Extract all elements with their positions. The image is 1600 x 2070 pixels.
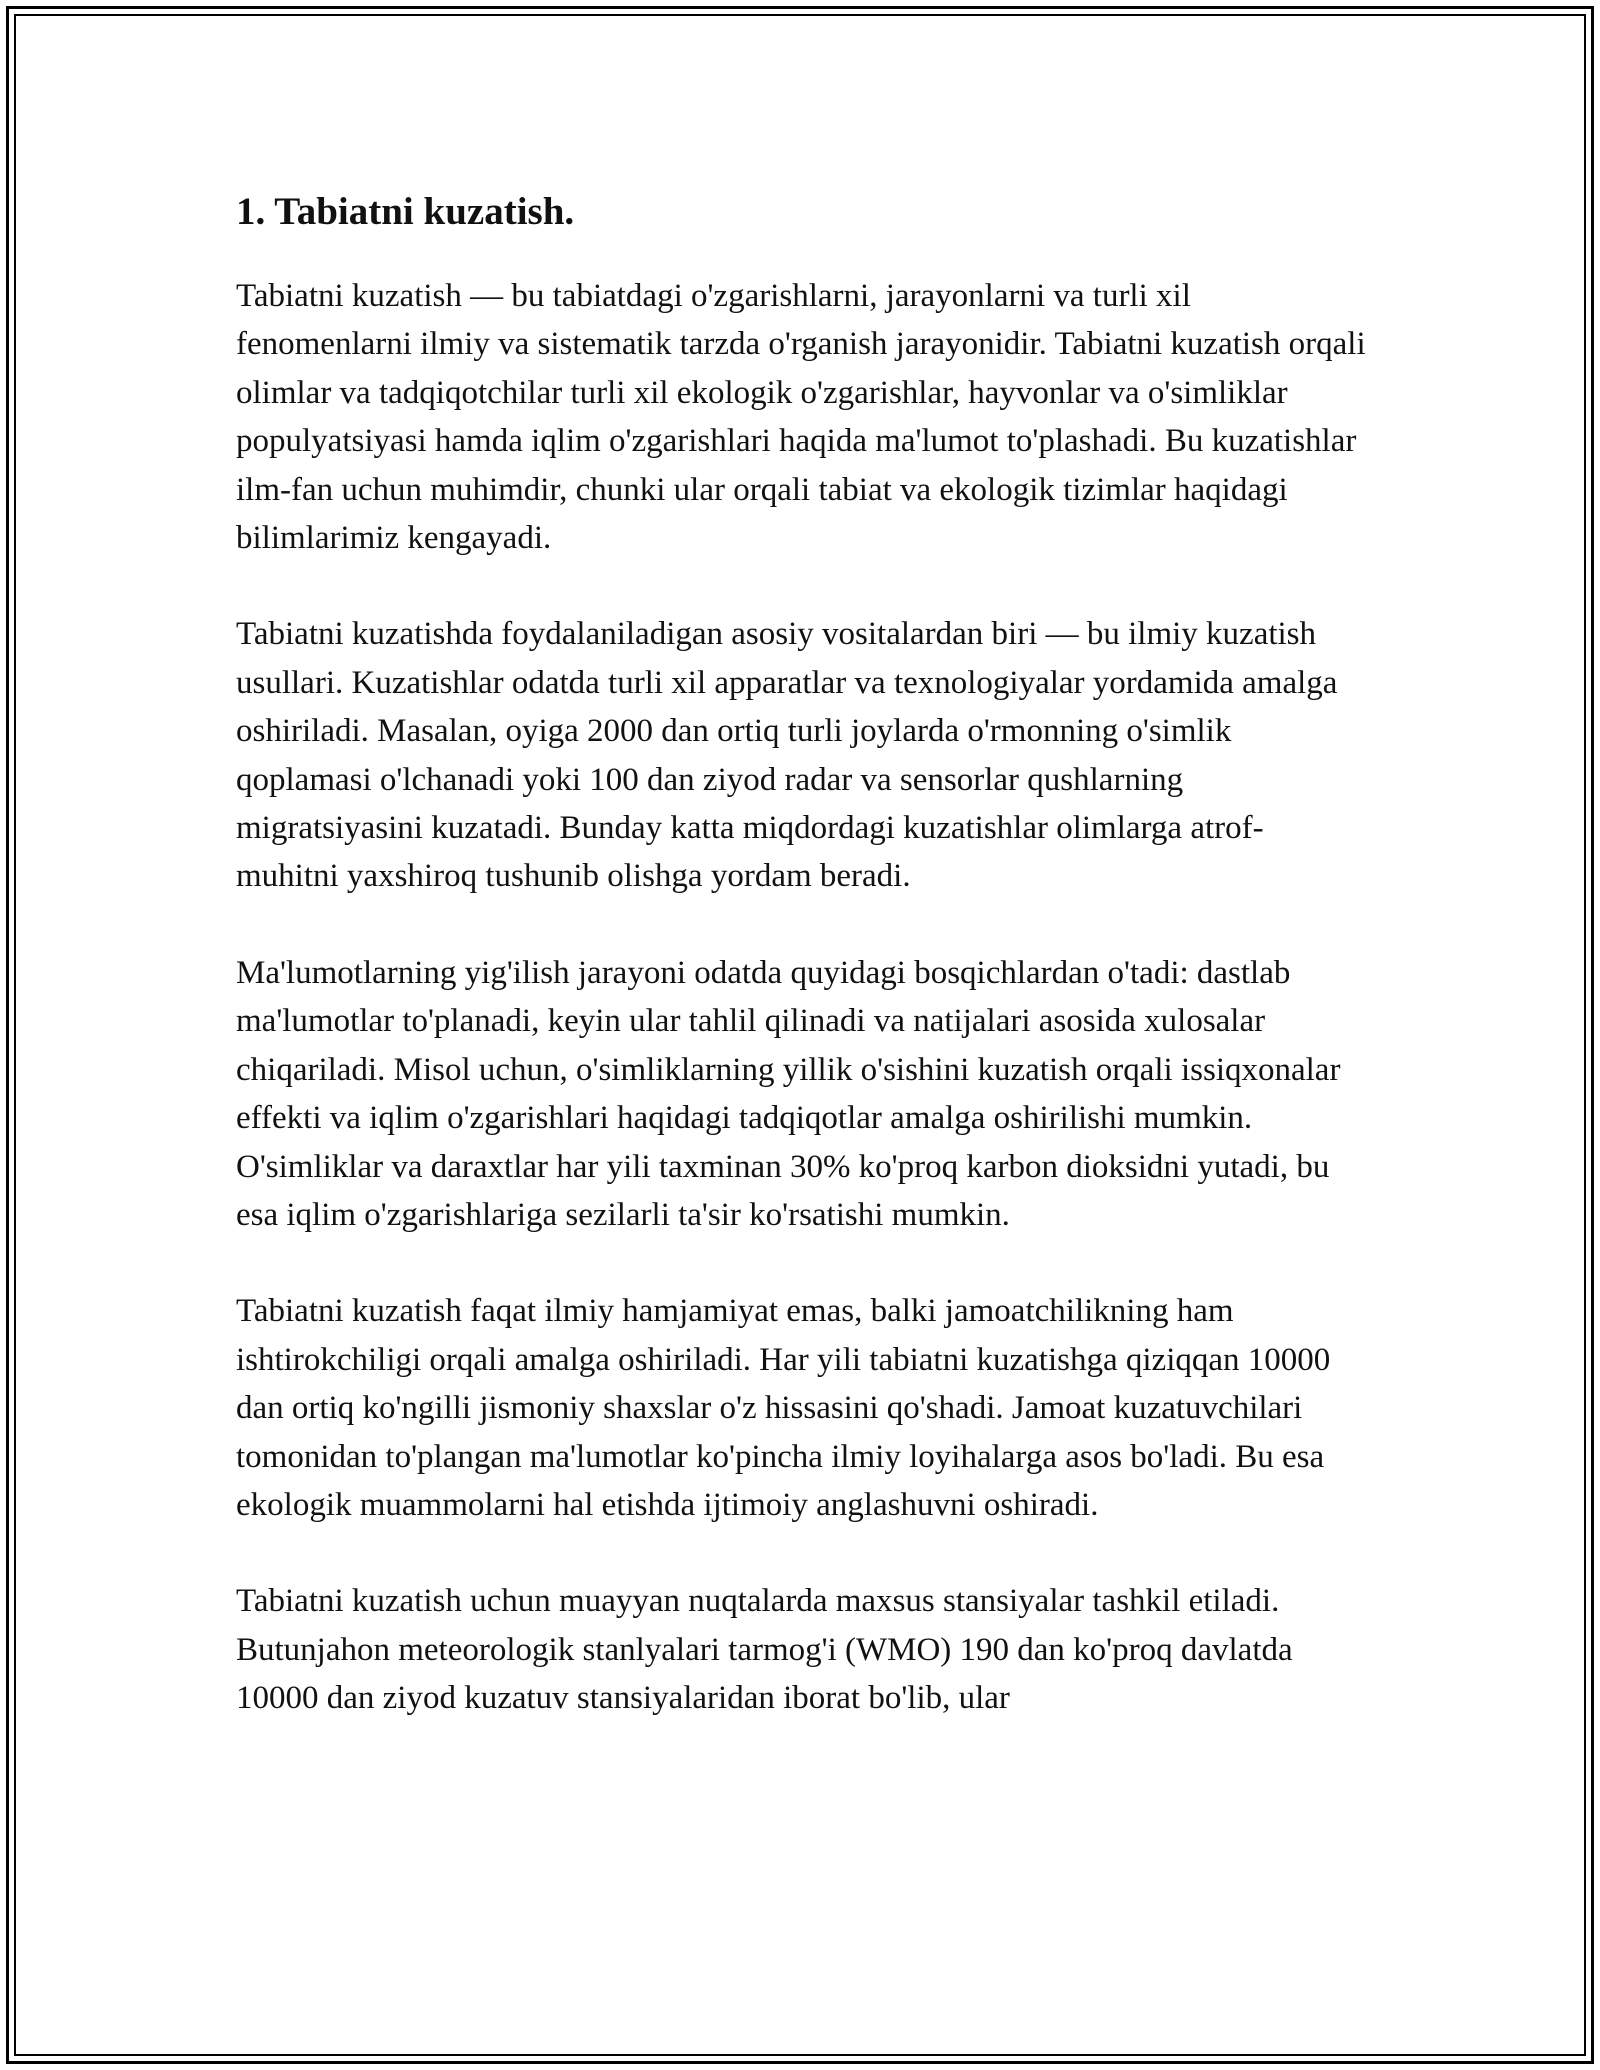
paragraph-2: Tabiatni kuzatishda foydalaniladigan asosiy vositalardan biri — bu ilmiy kuzatish usullari. Kuzatishlar odatda turli xil apparatlar va texnologiyalar yordamida amalga oshiriladi. Masalan, oyiga 2000 dan ortiq turli joylarda o'rmonning o'simlik qoplamasi o'lchanadi yoki 100 dan ziyod radar va sensorlar qushlarning migratsiyasini kuzatadi. Bunday katta miqdordagi kuzatishlar olimlarga atrof-muhitni yaxshiroq tushunib olishga yordam beradi. [236, 616, 1338, 895]
section-heading: 1. Tabiatni kuzatish. [236, 190, 575, 233]
paragraph-4: Tabiatni kuzatish faqat ilmiy hamjamiyat emas, balki jamoatchilikning ham ishtirokchiligi orqali amalga oshiriladi. Har yili tabiatni kuzatishga qiziqqan 10000 dan ortiq ko'ngilli jismoniy shaxslar o'z hissasini qo'shadi. Jamoat kuzatuvchilari tomonidan to'plangan ma'lumotlar ko'pincha ilmiy loyihalarga asos bo'ladi. Bu esa ekologik muammolarni hal etishda ijtimoiy anglashuvni oshiradi. [236, 1293, 1331, 1523]
paragraph-1: Tabiatni kuzatish — bu tabiatdagi o'zgarishlarni, jarayonlarni va turli xil fenomenlarni ilmiy va sistematik tarzda o'rganish jarayonidir. Tabiatni kuzatish orqali olimlar va tadqiqotchilar turli xil ekologik o'zgarishlar, hayvonlar va o'simliklar populyatsiyasi hamda iqlim o'zgarishlari haqida ma'lumot to'plashadi. Bu kuzatishlar ilm-fan uchun muhimdir, chunki ular orqali tabiat va ekologik tizimlar haqidagi bilimlarimiz kengayadi. [236, 278, 1366, 557]
document-body [236, 186, 1366, 1771]
paragraph-3: Ma'lumotlarning yig'ilish jarayoni odatda quyidagi bosqichlardan o'tadi: dastlab ma'lumotlar to'planadi, keyin ular tahlil qilinadi va natijalari asosida xulosalar chiqariladi. Misol uchun, o'simliklarning yillik o'sishini kuzatish orqali issiqxonalar effekti va iqlim o'zgarishlari haqidagi tadqiqotlar amalga oshirilishi mumkin. O'simliklar va daraxtlar har yili taxminan 30% ko'proq karbon dioksidni yutadi, bu esa iqlim o'zgarishlariga sezilarli ta'sir ko'rsatishi mumkin. [236, 954, 1341, 1233]
paragraph-5: Tabiatni kuzatish uchun muayyan nuqtalarda maxsus stansiyalar tashkil etiladi. Butunjahon meteorologik stanlyalari tarmog'i (WMO) 190 dan ko'proq davlatda 10000 dan ziyod kuzatuv stansiyalaridan iborat bo'lib, ular [236, 1583, 1293, 1717]
